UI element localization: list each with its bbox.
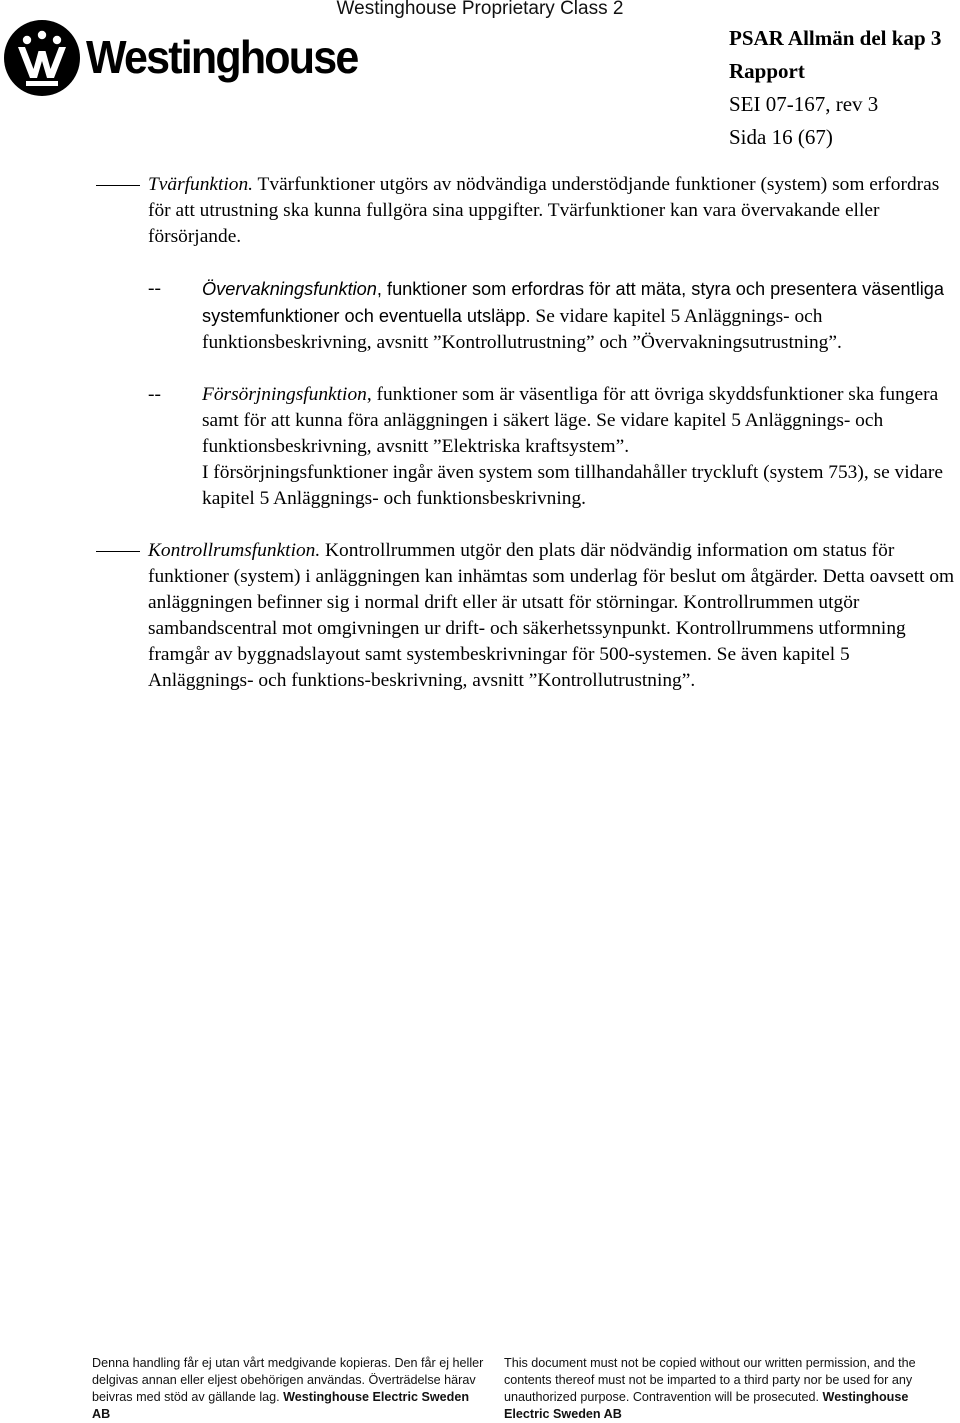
logo-wordmark: Westinghouse <box>86 31 358 84</box>
list-item-kontrollrum <box>96 538 956 694</box>
text-overvakning-part1: , funktioner som erfordras för att mäta, styra och presentera väsentliga systemfunktioner och eventuella utsläpp. <box>202 279 945 326</box>
text-forsorjning-part1: , funktioner som är väsentliga för att övriga skyddsfunktioner ska fungera samt för att kunna föra anläggningen i säkert läge. Se vidare kapitel 5 Anläggnings- och funktionsbeskrivning, avsnitt ”Elektriska kraftsystem”. <box>202 384 939 457</box>
footer-swedish-notice <box>92 1355 487 1423</box>
footer-english-notice <box>504 1355 954 1423</box>
term-kontrollrumsfunktion: Kontrollrumsfunktion. <box>148 540 321 561</box>
footer-right-brand: Westinghouse Electric Sweden AB <box>504 1390 909 1421</box>
sub-item-overvakning <box>96 276 956 356</box>
doc-type: Rapport <box>729 59 805 83</box>
document-body <box>96 172 956 694</box>
term-tvarfunktion: Tvärfunktion. <box>148 174 254 195</box>
doc-id: SEI 07-167, rev 3 <box>729 92 879 116</box>
sub-item-marker: -- <box>148 384 161 405</box>
sub-item-forsorjning <box>96 382 956 512</box>
term-overvakningsfunktion: Övervakningsfunktion <box>202 279 377 299</box>
document-meta <box>729 22 941 154</box>
text-forsorjning-part2: I försörjningsfunktioner ingår även system som tillhandahåller tryckluft (system 753), se vidare kapitel 5 Anläggnings- och funktionsbeskrivning. <box>202 462 943 509</box>
list-item-tvarfunktion <box>96 172 956 250</box>
text-tvarfunktion: Tvärfunktioner utgörs av nödvändiga understödjande funktioner (system) som erfordras för att utrustning ska kunna fullgöra sina uppgifter. Tvärfunktioner kan vara övervakande eller försörjande. <box>148 174 940 247</box>
footer-left-brand: Westinghouse Electric Sweden AB <box>92 1390 470 1421</box>
sub-item-marker: -- <box>148 278 161 299</box>
dash-bullet <box>96 551 140 552</box>
westinghouse-logo <box>2 18 357 98</box>
term-forsorjningsfunktion: Försörjningsfunktion <box>202 384 367 405</box>
doc-title: PSAR Allmän del kap 3 <box>729 26 942 50</box>
footer-left-text: Denna handling får ej utan vårt medgivande kopieras. Den får ej heller delgivas annan eller eljest obehörigen användas. Överträdelse härav beivras med stöd av gällande lag. <box>92 1356 484 1404</box>
westinghouse-circle-w-icon <box>2 18 82 98</box>
dash-bullet <box>96 185 140 186</box>
page-number: Sida 16 (67) <box>729 125 833 149</box>
text-kontrollrum: Kontrollrummen utgör den plats där nödvändig information om status för funktioner (system) i anläggningen kan inhämtas som underlag för beslut om åtgärder. Detta oavsett om anläggningen befinner sig i normal drift eller är utsatt för störningar. Kontrollrummen utgör sambandscentral mot omgivningen ur drift- och säkerhetssynpunkt. Kontrollrummens utformning framgår av byggnadslayout samt systembeskrivningar för 500-systemen. Se även kapitel 5 Anläggnings- och funktions-beskrivning, avsnitt ”Kontrollutrustning”. <box>148 540 955 691</box>
text-overvakning-part2: Se vidare kapitel 5 Anläggnings- och funktionsbeskrivning, avsnitt ”Kontrollutrustning” och ”Övervakningsutrustning”. <box>202 306 842 353</box>
classification-label: Westinghouse Proprietary Class 2 <box>336 0 624 19</box>
footer-right-text: This document must not be copied without our written permission, and the contents thereof must not be imparted to a third party nor be used for any unauthorized purpose. Contravention will be prosecuted. <box>504 1356 916 1404</box>
